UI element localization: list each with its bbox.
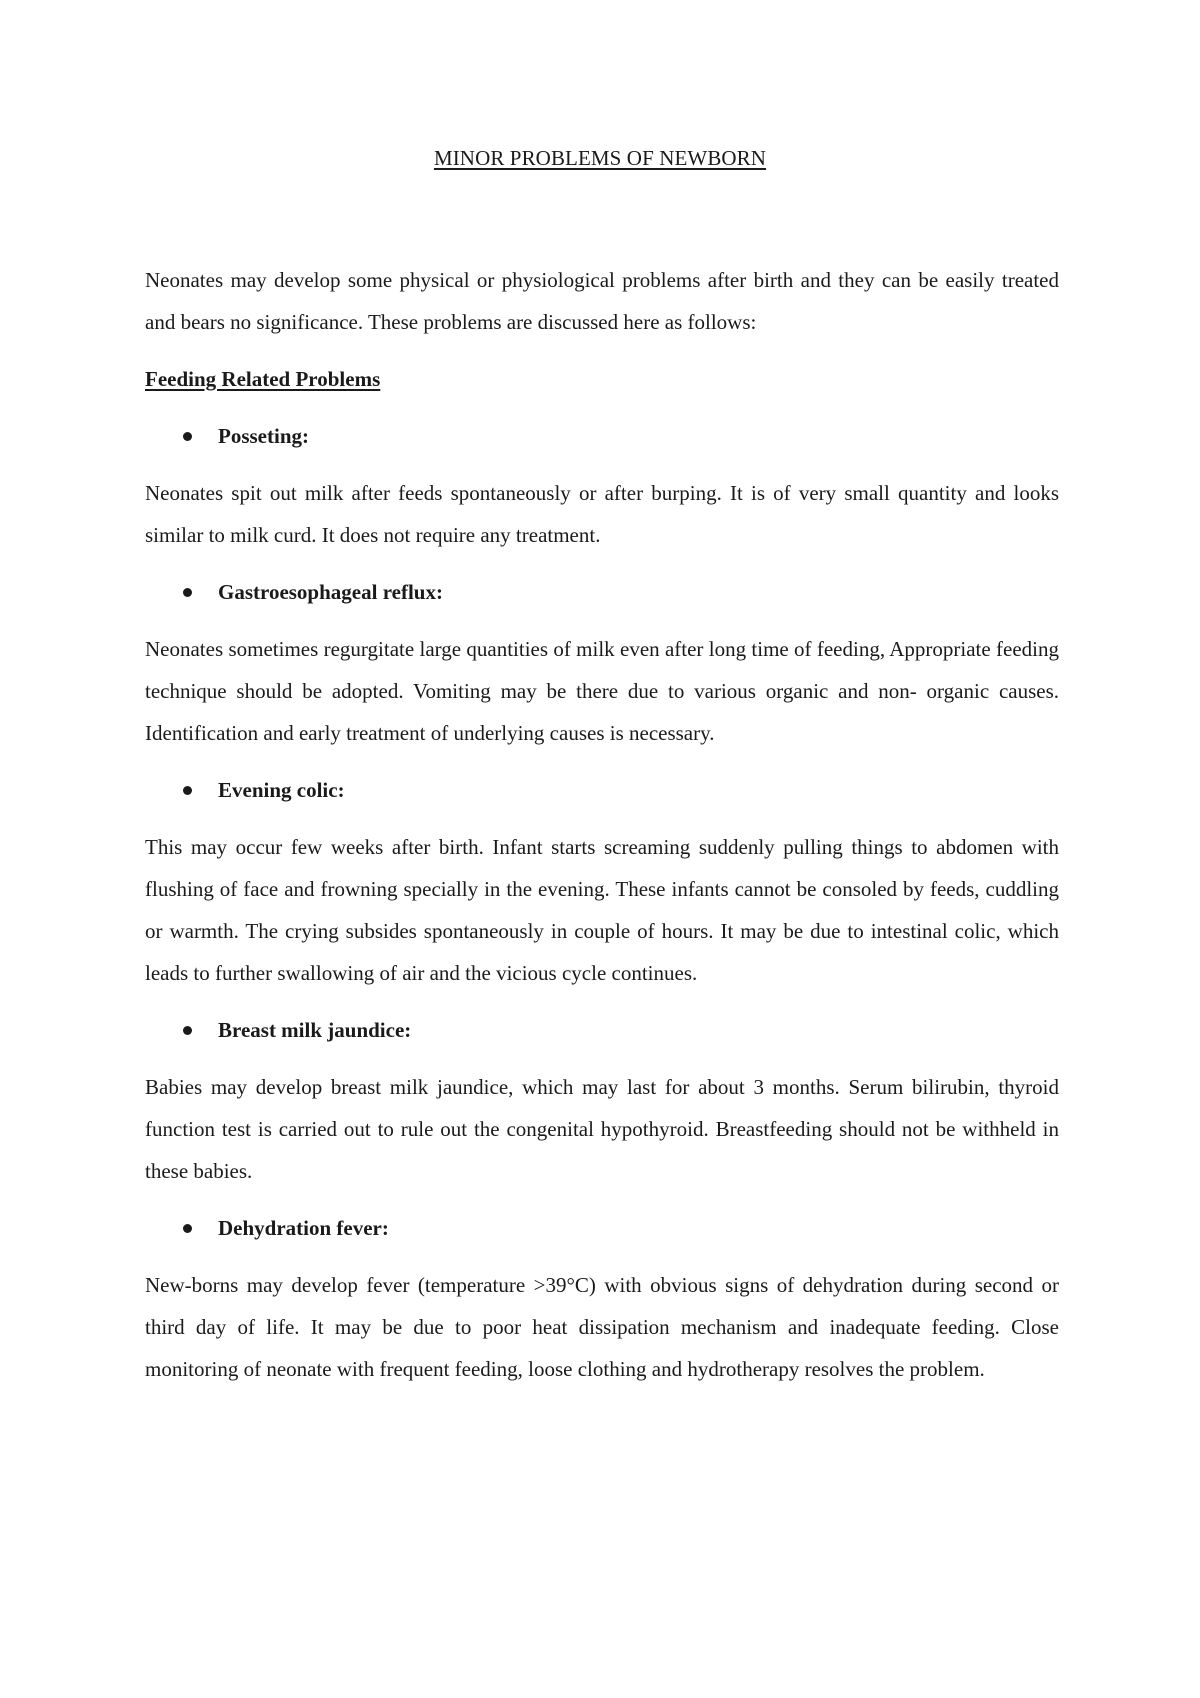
- paragraph-posseting: Neonates spit out milk after feeds spontaneously or after burping. It is of very small quantity and looks similar to milk curd. It does not require any treatment.: [145, 481, 1059, 547]
- paragraph-evening-colic: This may occur few weeks after birth. Infant starts screaming suddenly pulling things to abdomen with flushing of face and frowning specially in the evening. These infants cannot be consoled by feeds, cuddling or warmth. The crying subsides spontaneously in couple of hours. It may be due to intestinal colic, which leads to further swallowing of air and the vicious cycle continues.: [145, 835, 1059, 985]
- document-body: [145, 259, 1059, 1405]
- bullet-heading: Posseting:: [218, 424, 309, 448]
- paragraph-breast-milk-jaundice: Babies may develop breast milk jaundice, which may last for about 3 months. Serum bilirubin, thyroid function test is carried out to rule out the congenital hypothyroid. Breastfeeding should not be withheld in these babies.: [145, 1075, 1059, 1183]
- bullet-dot-icon: [183, 1224, 192, 1233]
- bullet-heading: Gastroesophageal reflux:: [218, 580, 443, 604]
- bullet-heading: Evening colic:: [218, 778, 345, 802]
- section-heading-feeding: Feeding Related Problems: [145, 367, 381, 391]
- paragraph-gastroesophageal-reflux: Neonates sometimes regurgitate large quantities of milk even after long time of feeding, Appropriate feeding technique should be adopted. Vomiting may be there due to various organic and non- organic causes. Identification and early treatment of underlying causes is necessary.: [145, 637, 1059, 745]
- bullet-heading: Breast milk jaundice:: [218, 1018, 412, 1042]
- bullet-posseting: [145, 415, 1059, 457]
- bullet-dot-icon: [183, 432, 192, 441]
- bullet-breast-milk-jaundice: [145, 1009, 1059, 1051]
- document-title: MINOR PROBLEMS OF NEWBORN: [433, 146, 767, 170]
- bullet-dot-icon: [183, 786, 192, 795]
- intro-paragraph: Neonates may develop some physical or physiological problems after birth and they can be easily treated and bears no significance. These problems are discussed here as follows:: [145, 268, 1059, 334]
- bullet-dot-icon: [183, 1026, 192, 1035]
- bullet-dehydration-fever: [145, 1207, 1059, 1249]
- bullet-heading: Dehydration fever:: [218, 1216, 389, 1240]
- bullet-evening-colic: [145, 769, 1059, 811]
- paragraph-dehydration-fever: New-borns may develop fever (temperature >39°C) with obvious signs of dehydration during second or third day of life. It may be due to poor heat dissipation mechanism and inadequate feeding. Close monitoring of neonate with frequent feeding, loose clothing and hydrotherapy resolves the problem.: [145, 1273, 1059, 1381]
- bullet-gastroesophageal-reflux: [145, 571, 1059, 613]
- bullet-dot-icon: [183, 588, 192, 597]
